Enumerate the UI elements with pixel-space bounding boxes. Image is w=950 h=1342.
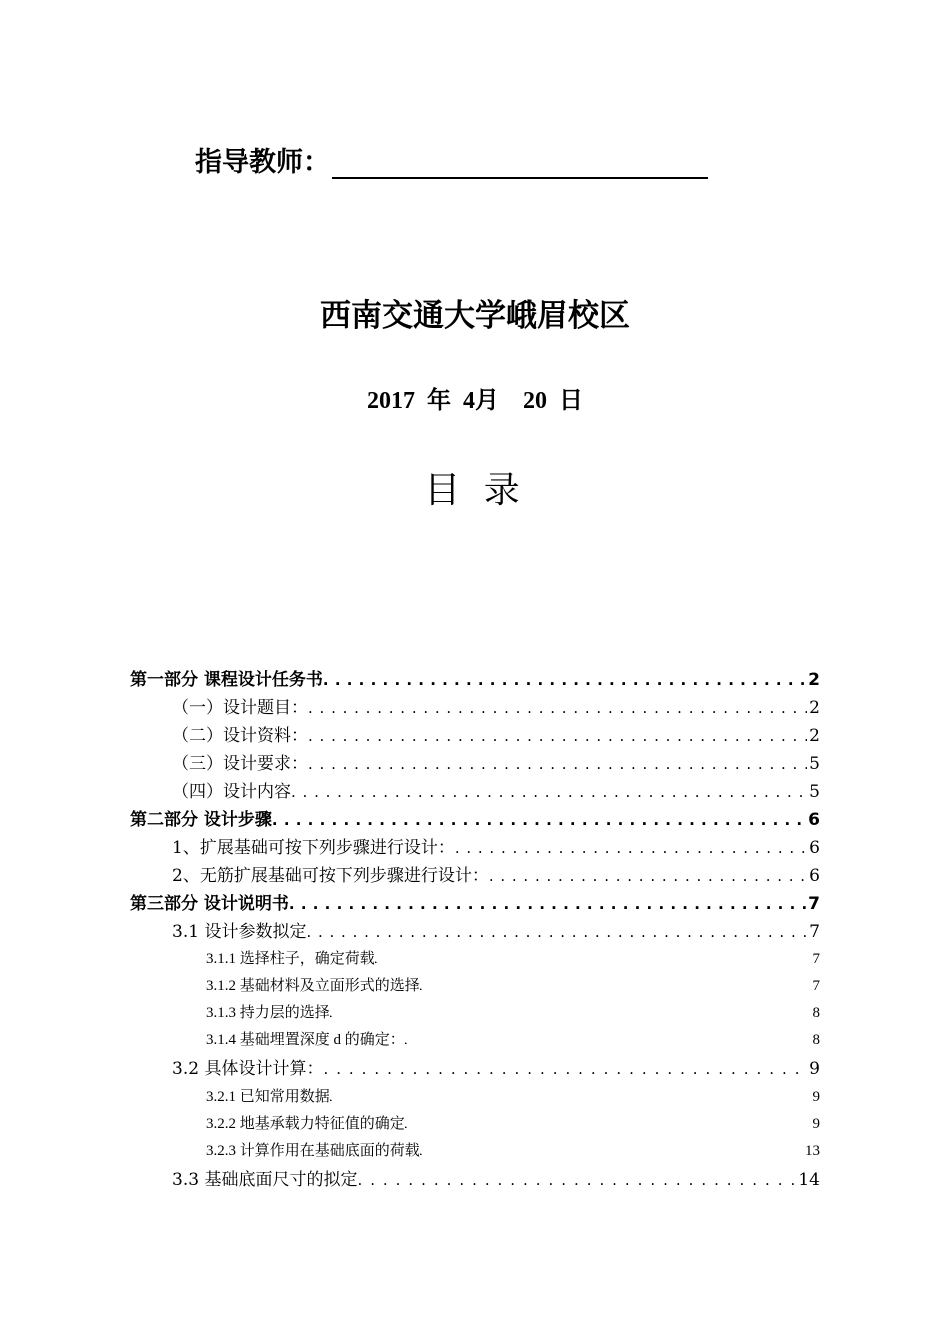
toc-leader-dots bbox=[489, 862, 807, 890]
toc-leader-dots bbox=[375, 947, 811, 973]
toc-entry-page: 6 bbox=[809, 866, 820, 886]
toc-entry[interactable] bbox=[130, 1027, 820, 1054]
toc-entry[interactable] bbox=[130, 722, 820, 750]
toc-entry[interactable] bbox=[130, 973, 820, 1000]
toc-entry-title: 2、无筋扩展基础可按下列步骤进行设计： bbox=[172, 866, 489, 886]
toc-entry-title: 第三部分 设计说明书 bbox=[130, 894, 289, 914]
toc-entry[interactable] bbox=[130, 1084, 820, 1111]
toc-leader-dots bbox=[357, 1165, 796, 1195]
toc-entry-title: （三）设计要求： bbox=[172, 754, 308, 774]
toc-leader-dots bbox=[330, 1085, 811, 1111]
toc-entry-page: 9 bbox=[812, 1089, 820, 1105]
toc-leader-dots bbox=[308, 750, 807, 778]
school-name: 西南交通大学峨眉校区 bbox=[320, 298, 630, 334]
toc-leader-dots bbox=[323, 666, 806, 694]
toc-leader-dots bbox=[308, 694, 807, 722]
toc-entry-title: 3.2.1 已知常用数据 bbox=[206, 1089, 330, 1105]
toc-leader-dots bbox=[330, 1001, 811, 1027]
toc-entry-title: 第二部分 设计步骤 bbox=[130, 810, 272, 830]
toc-entry-page: 7 bbox=[812, 951, 820, 967]
toc-entry-title: 3.1.1 选择柱子，确定荷载 bbox=[206, 951, 375, 967]
toc-entry[interactable] bbox=[130, 1165, 820, 1195]
toc-entry-page: 8 bbox=[812, 1032, 820, 1048]
toc-leader-dots bbox=[289, 890, 806, 918]
toc-entry[interactable] bbox=[130, 694, 820, 722]
toc-leader-dots bbox=[455, 834, 807, 862]
toc-entry-title: 3.1.3 持力层的选择 bbox=[206, 1005, 330, 1021]
toc-entry[interactable] bbox=[130, 1111, 820, 1138]
table-of-contents bbox=[130, 666, 820, 1195]
toc-entry[interactable] bbox=[130, 918, 820, 946]
toc-entry-page: 2 bbox=[809, 698, 820, 718]
toc-entry[interactable] bbox=[130, 1000, 820, 1027]
toc-entry-page: 6 bbox=[808, 810, 820, 830]
toc-leader-dots bbox=[291, 778, 807, 806]
advisor-blank-line bbox=[332, 147, 708, 179]
toc-leader-dots bbox=[420, 1139, 803, 1165]
toc-entry[interactable] bbox=[130, 890, 820, 918]
toc-entry-title: 3.2.3 计算作用在基础底面的荷载 bbox=[206, 1143, 420, 1159]
toc-entry-page: 5 bbox=[809, 782, 820, 802]
toc-leader-dots bbox=[405, 1112, 811, 1138]
toc-entry[interactable] bbox=[130, 862, 820, 890]
toc-leader-dots bbox=[306, 918, 807, 946]
toc-entry[interactable] bbox=[130, 1138, 820, 1165]
toc-entry-page: 13 bbox=[805, 1143, 820, 1159]
toc-entry-page: 9 bbox=[809, 1059, 820, 1079]
toc-leader-dots bbox=[323, 1054, 807, 1084]
toc-entry-page: 7 bbox=[808, 894, 820, 914]
advisor-field bbox=[195, 140, 708, 179]
toc-entry[interactable] bbox=[130, 778, 820, 806]
toc-entry-title: （四）设计内容 bbox=[172, 782, 291, 802]
toc-entry-page: 7 bbox=[809, 922, 820, 942]
toc-entry-page: 2 bbox=[809, 726, 820, 746]
toc-entry-page: 8 bbox=[812, 1005, 820, 1021]
toc-entry[interactable] bbox=[130, 1054, 820, 1084]
toc-entry-page: 5 bbox=[809, 754, 820, 774]
toc-entry-page: 2 bbox=[808, 670, 820, 690]
toc-entry[interactable] bbox=[130, 750, 820, 778]
toc-entry[interactable] bbox=[130, 834, 820, 862]
toc-entry[interactable] bbox=[130, 946, 820, 973]
toc-entry[interactable] bbox=[130, 806, 820, 834]
toc-leader-dots bbox=[272, 806, 806, 834]
toc-leader-dots bbox=[405, 1028, 811, 1054]
toc-entry-page: 7 bbox=[812, 978, 820, 994]
toc-entry[interactable] bbox=[130, 666, 820, 694]
toc-leader-dots bbox=[308, 722, 807, 750]
toc-entry-title: 3.3 基础底面尺寸的拟定 bbox=[172, 1170, 358, 1190]
toc-entry-title: （一）设计题目： bbox=[172, 698, 308, 718]
toc-entry-title: 1、扩展基础可按下列步骤进行设计： bbox=[172, 838, 455, 858]
toc-leader-dots bbox=[420, 974, 811, 1000]
document-date: 2017 年 4月 20 日 bbox=[367, 388, 583, 414]
toc-entry-title: 3.1 设计参数拟定 bbox=[172, 922, 307, 942]
toc-entry-title: （二）设计资料： bbox=[172, 726, 308, 746]
toc-entry-title: 第一部分 课程设计任务书 bbox=[130, 670, 323, 690]
toc-entry-title: 3.2.2 地基承载力特征值的确定 bbox=[206, 1116, 405, 1132]
advisor-label: 指导教师： bbox=[195, 147, 330, 178]
toc-entry-page: 6 bbox=[809, 838, 820, 858]
toc-entry-title: 3.1.2 基础材料及立面形式的选择 bbox=[206, 978, 420, 994]
toc-entry-title: 3.1.4 基础埋置深度 d 的确定： bbox=[206, 1032, 405, 1048]
toc-entry-title: 3.2 具体设计计算： bbox=[172, 1059, 324, 1079]
toc-entry-page: 14 bbox=[798, 1170, 820, 1190]
toc-entry-page: 9 bbox=[812, 1116, 820, 1132]
toc-heading: 目 录 bbox=[424, 470, 526, 511]
